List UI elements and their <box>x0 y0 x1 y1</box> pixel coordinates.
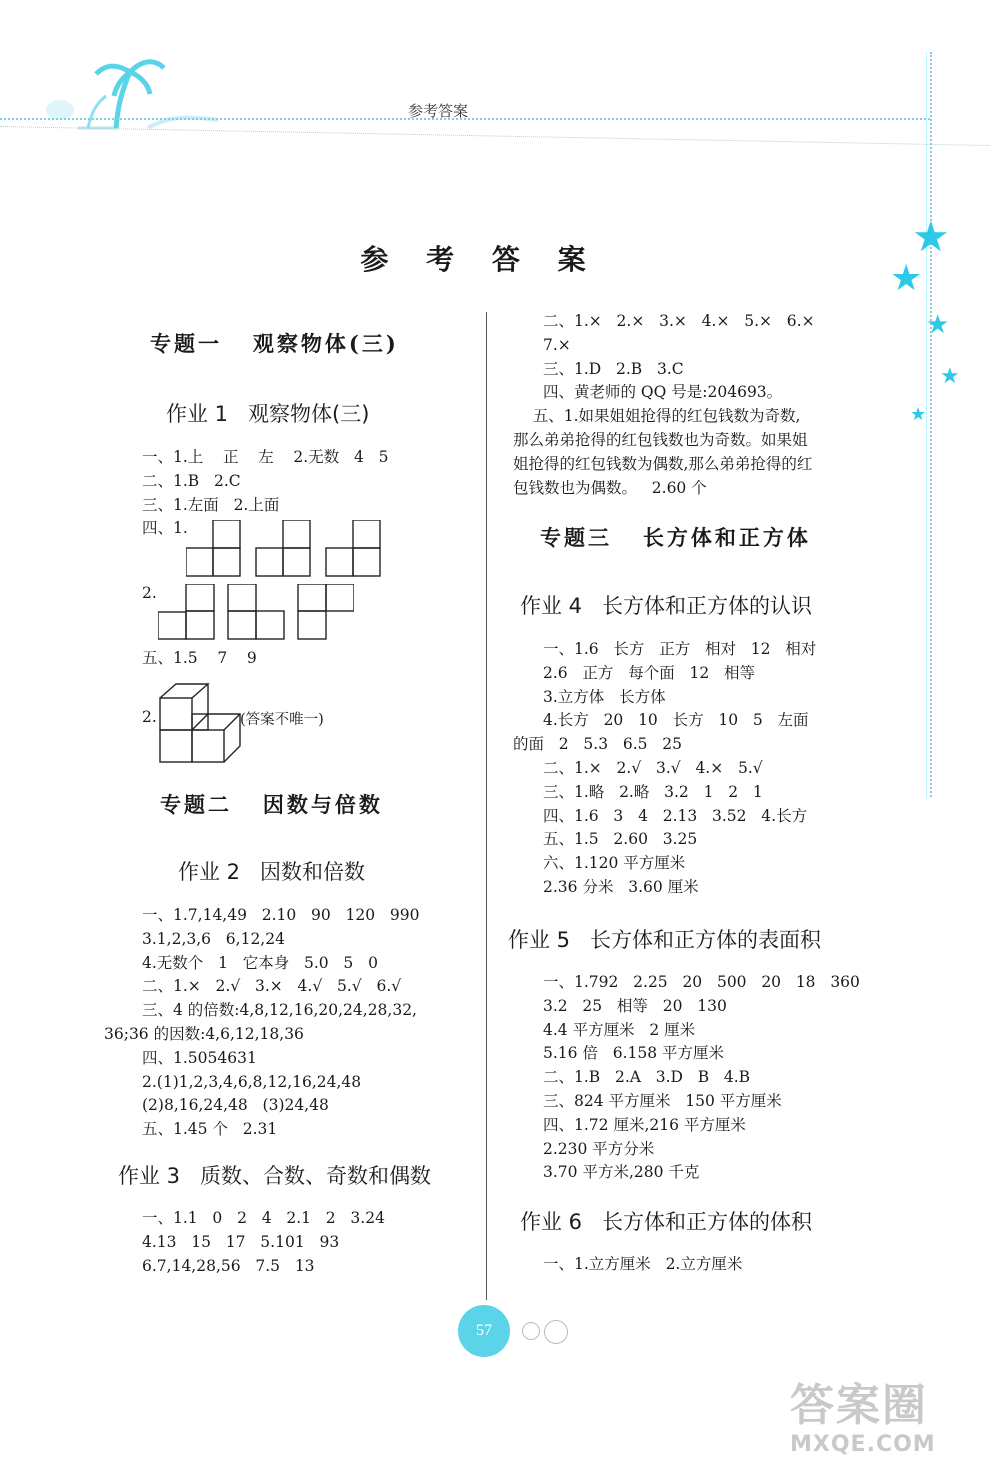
answer-label: 2. <box>142 708 157 726</box>
decorative-circle <box>544 1320 568 1344</box>
topic-heading-3: 专题三 长方体和正方体 <box>540 525 811 550</box>
answer-line: 4.无数个 1 它本身 5.0 5 0 <box>142 953 378 972</box>
answer-line: 二、1.× 2.√ 3.√ 4.× 5.√ <box>543 758 763 777</box>
watermark-url: MXQE.COM <box>790 1432 936 1457</box>
homework-heading-4: 作业 4 长方体和正方体的认识 <box>520 594 813 618</box>
hw6-answers <box>513 1253 742 1277</box>
answer-line: 5.16 倍 6.158 平方厘米 <box>543 1044 725 1063</box>
answer-line: 五、1.5 2.60 3.25 <box>543 830 698 849</box>
answer-line: 2.230 平方分米 <box>543 1139 655 1158</box>
star-icon: ★ <box>890 258 923 299</box>
answer-line: 二、1.× 2.× 3.× 4.× 5.× 6.× <box>543 312 815 330</box>
answer-line: 四、1. <box>142 519 188 538</box>
answer-line: 四、1.72 厘米,216 平方厘米 <box>543 1115 746 1134</box>
answer-line: 姐抢得的红包钱数为偶数,那么弟弟抢得的红 <box>513 454 813 473</box>
homework-heading-1: 作业 1 观察物体(三) <box>166 402 370 426</box>
answer-line: 五、1.如果姐姐抢得的红包钱数为奇数, <box>513 407 801 426</box>
answer-line: 三、1.略 2.略 3.2 1 2 1 <box>543 782 763 801</box>
answer-line: 五、1.45 个 2.31 <box>142 1120 278 1139</box>
answer-line: 四、1.6 3 4 2.13 3.52 4.长方 <box>543 806 808 825</box>
homework-heading-6: 作业 6 长方体和正方体的体积 <box>520 1210 813 1234</box>
decorative-circle <box>522 1322 540 1340</box>
answer-line: 的面 2 5.3 6.5 25 <box>513 735 683 754</box>
star-icon: ★ <box>940 364 960 389</box>
answer-line: 一、1.上 正 左 2.无数 4 5 <box>142 448 389 466</box>
answer-line: 7.× <box>543 335 571 354</box>
margin-divider <box>930 52 932 797</box>
star-icon: ★ <box>926 310 950 340</box>
cube-stack-figure <box>156 670 242 766</box>
page-title: 参 考 答 案 <box>360 243 600 276</box>
answer-line: 三、1.左面 2.上面 <box>142 495 280 514</box>
watermark <box>790 1380 990 1464</box>
answer-line: 二、1.B 2.A 3.D B 4.B <box>543 1068 751 1087</box>
answer-line: 36;36 的因数:4,6,12,18,36 <box>104 1024 304 1043</box>
hw4-answers <box>513 638 816 900</box>
header-divider-secondary <box>0 126 990 146</box>
topic-heading-2: 专题二 因数与倍数 <box>160 792 383 817</box>
hw2-answers <box>104 904 420 1142</box>
margin-divider-secondary <box>926 52 927 797</box>
answer-line: 那么弟弟抢得的红包钱数也为奇数。如果姐 <box>513 430 808 449</box>
view-figure-row-2 <box>158 584 354 642</box>
page-number: 57 <box>458 1305 510 1357</box>
star-icon: ★ <box>910 404 927 425</box>
answer-line: 3.立方体 长方体 <box>543 687 666 706</box>
answer-line: 三、4 的倍数:4,8,12,16,20,24,28,32, <box>142 1001 417 1020</box>
answer-line: 2.(1)1,2,3,4,6,8,12,16,24,48 <box>142 1072 362 1091</box>
answer-note: (答案不唯一) <box>240 712 324 728</box>
answer-line: 四、1.5054631 <box>142 1048 257 1067</box>
answer-line: 4.4 平方厘米 2 厘米 <box>543 1020 696 1039</box>
view-figure-row-1 <box>186 520 386 578</box>
homework-heading-5: 作业 5 长方体和正方体的表面积 <box>508 928 822 952</box>
answer-line: 一、1.1 0 2 4 2.1 2 3.24 <box>142 1209 385 1227</box>
hw3-answers <box>142 1207 385 1278</box>
answer-line: 四、黄老师的 QQ 号是:204693。 <box>543 383 783 402</box>
answer-line: 一、1.立方厘米 2.立方厘米 <box>543 1255 743 1273</box>
star-icon: ★ <box>912 212 950 261</box>
answer-line: 六、1.120 平方厘米 <box>543 854 686 873</box>
answer-line: 一、1.6 长方 正方 相对 12 相对 <box>543 640 817 658</box>
answer-label: 2. <box>142 584 157 602</box>
answer-line: 三、824 平方厘米 150 平方厘米 <box>543 1091 782 1110</box>
answer-line: 二、1.B 2.C <box>142 471 241 490</box>
homework-heading-2: 作业 2 因数和倍数 <box>178 860 366 884</box>
answer-line: 2.6 正方 每个面 12 相等 <box>543 663 755 682</box>
answer-line: 二、1.× 2.√ 3.× 4.√ 5.√ 6.√ <box>142 977 402 996</box>
column-divider <box>486 312 487 1300</box>
homework-heading-3: 作业 3 质数、合数、奇数和偶数 <box>118 1164 432 1188</box>
answer-line: 2.36 分米 3.60 厘米 <box>543 877 699 896</box>
answer-line: 6.7,14,28,56 7.5 13 <box>142 1256 315 1275</box>
hw5-answers <box>513 971 860 1185</box>
answer-line: 3.1,2,3,6 6,12,24 <box>142 929 285 948</box>
answer-line: 4.13 15 17 5.101 93 <box>142 1232 340 1251</box>
answer-line: 包钱数也为偶数。 2.60 个 <box>513 478 707 497</box>
answer-line: 4.长方 20 10 长方 10 5 左面 <box>543 711 809 730</box>
watermark-logo-text: 答案圈 <box>790 1380 928 1431</box>
answer-line: 三、1.D 2.B 3.C <box>543 359 684 378</box>
answer-line: 一、1.7,14,49 2.10 90 120 990 <box>142 906 420 924</box>
answer-line: 3.70 平方米,280 千克 <box>543 1163 700 1182</box>
topic-heading-1: 专题一 观察物体(三) <box>150 331 399 356</box>
hw3-answers-continued <box>513 310 815 500</box>
running-title: 参考答案 <box>408 102 469 120</box>
answer-line: 五、1.5 7 9 <box>142 649 257 667</box>
answer-line: (2)8,16,24,48 (3)24,48 <box>142 1096 329 1115</box>
answer-line: 3.2 25 相等 20 130 <box>543 996 727 1015</box>
answer-line: 一、1.792 2.25 20 500 20 18 360 <box>543 973 860 991</box>
